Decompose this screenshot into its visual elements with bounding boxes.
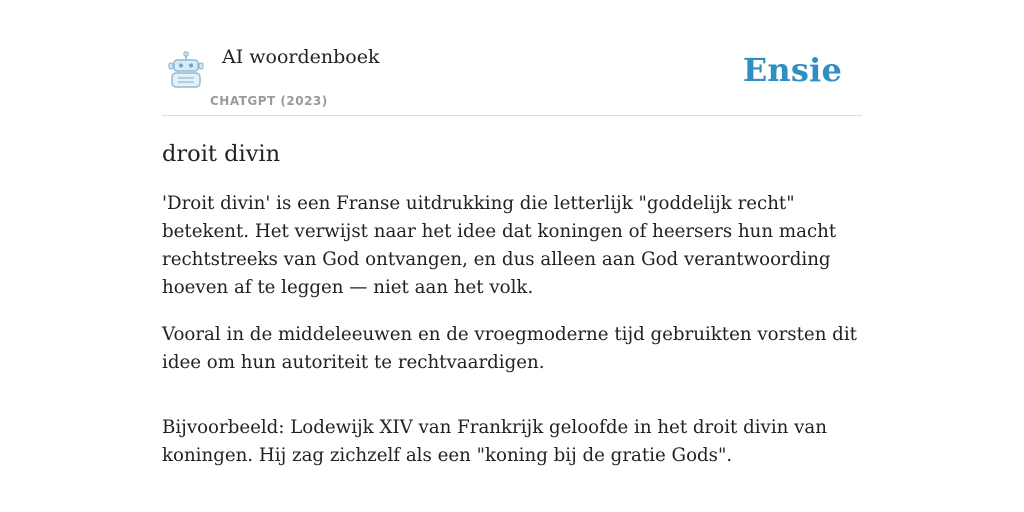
source-meta: CHATGPT (2023) bbox=[210, 94, 328, 108]
entry-header bbox=[162, 0, 862, 116]
robot-icon bbox=[166, 51, 206, 89]
dictionary-entry bbox=[162, 138, 862, 489]
definition bbox=[162, 190, 862, 470]
ensie-logo[interactable]: Ensie bbox=[742, 51, 842, 89]
example-paragraph: Bijvoorbeeld: Lodewijk XIV van Frankrijk geloofde in het droit divin van koningen. Hij zag zichzelf als een "koning bij de gratie Gods". bbox=[162, 417, 827, 466]
source-title: AI woordenboek bbox=[222, 46, 380, 68]
definition-paragraph: 'Droit divin' is een Franse uitdrukking die letterlijk "goddelijk recht" betekent. Het verwijst naar het idee dat koningen of heersers hun macht rechtstreeks van God ontvangen, en dus alleen aan God verantwoording hoeven af te leggen — niet aan het volk. bbox=[162, 193, 837, 298]
definition-paragraph: Vooral in de middeleeuwen en de vroegmoderne tijd gebruikten vorsten dit idee om hun autoriteit te rechtvaardigen. bbox=[162, 324, 857, 373]
headword: droit divin bbox=[162, 141, 281, 167]
